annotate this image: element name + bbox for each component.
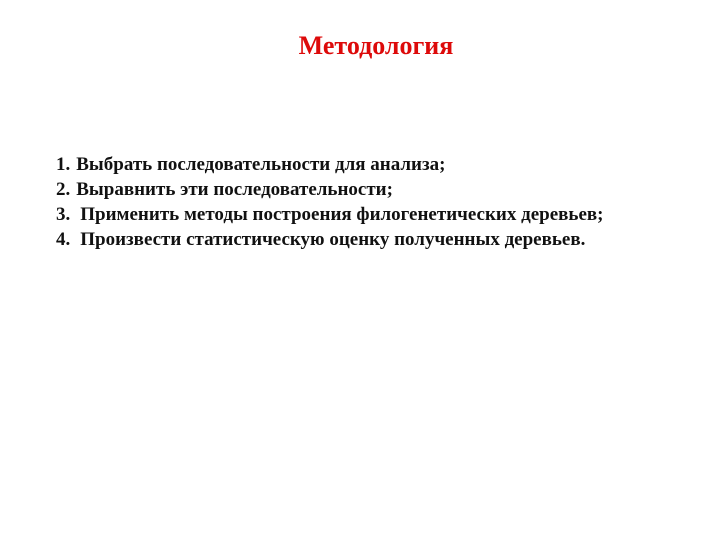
slide-title: Методология: [298, 31, 454, 60]
list-item: [56, 177, 650, 202]
step-text: Произвести статистическую оценку полученных деревьев.: [80, 229, 586, 250]
list-item: [56, 152, 650, 177]
step-number: 2.: [56, 179, 71, 200]
step-number: 4.: [56, 229, 71, 250]
steps-list: [56, 152, 650, 252]
list-item: [56, 227, 650, 252]
step-number: 1.: [56, 154, 71, 175]
step-text: Выбрать последовательности для анализа;: [76, 154, 446, 175]
step-number: 3.: [56, 204, 71, 225]
list-item: [56, 202, 650, 227]
step-text: Выравнить эти последовательности;: [76, 179, 393, 200]
step-text: Применить методы построения филогенетических деревьев;: [80, 204, 604, 225]
